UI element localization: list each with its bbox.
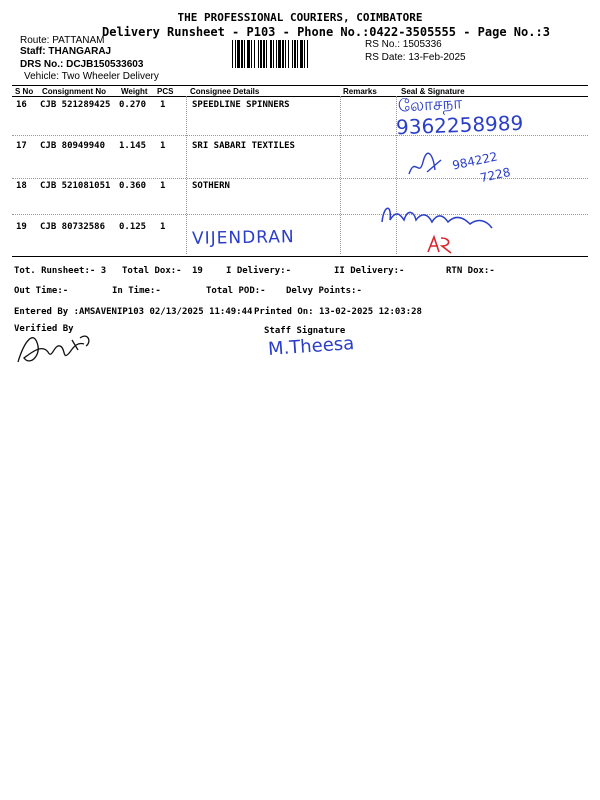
- total-dox-value: 19: [192, 266, 203, 276]
- cell-consignment: CJB 80949940: [40, 141, 106, 151]
- vehicle-label: Vehicle: Two Wheeler Delivery: [24, 71, 159, 82]
- barcode-graphic: [232, 40, 360, 68]
- out-time: Out Time:-: [14, 286, 69, 296]
- handwritten-phone-row17b: 7228: [478, 164, 512, 186]
- cursive-signature: [378, 200, 508, 234]
- col-sno: S No: [15, 87, 34, 96]
- cell-consignment: CJB 521289425: [40, 100, 111, 110]
- ii-delivery: II Delivery:-: [334, 266, 405, 276]
- scribble-signature: [405, 148, 445, 188]
- col-divider: [340, 96, 341, 254]
- rs-date: RS Date: 13-Feb-2025: [365, 52, 466, 63]
- barcode: [232, 40, 360, 68]
- staff-signature-label: Staff Signature: [264, 326, 346, 336]
- total-runsheet: Tot. Runsheet:- 3: [14, 266, 107, 276]
- verified-by-label: Verified By: [14, 324, 74, 334]
- cell-pcs: 1: [160, 100, 166, 110]
- company-title: THE PROFESSIONAL COURIERS, COIMBATORE: [177, 11, 423, 24]
- red-initials-stamp: [425, 234, 455, 260]
- cell-consignment: CJB 521081051: [40, 181, 111, 191]
- cell-consignment: CJB 80732586: [40, 222, 106, 232]
- col-consignee: Consignee Details: [190, 87, 260, 96]
- staff-signature: M.Theesa: [267, 333, 355, 360]
- cell-pcs: 1: [160, 222, 166, 232]
- cell-weight: 0.360: [119, 181, 147, 191]
- col-seal-signature: Seal & Signature: [401, 87, 465, 96]
- col-consignment: Consignment No: [42, 87, 106, 96]
- table-bottom-rule: [12, 256, 588, 257]
- cell-consignee: SRI SABARI TEXTILES: [192, 141, 295, 151]
- cell-weight: 0.125: [119, 222, 147, 232]
- printed-on: Printed On: 13-02-2025 12:03:28: [254, 307, 422, 317]
- staff-label: Staff: THANGARAJ: [20, 46, 112, 57]
- cell-consignee: SPEEDLINE SPINNERS: [192, 100, 290, 110]
- drs-label: DRS No.: DCJB150533603: [20, 59, 144, 70]
- table-header-rule: [12, 96, 588, 97]
- in-time: In Time:-: [112, 286, 161, 296]
- route-label: Route: PATTANAM: [20, 35, 105, 46]
- cell-sno: 18: [16, 181, 27, 191]
- handwritten-phone-row17a: 984222: [451, 149, 499, 173]
- col-pcs: PCS: [157, 87, 174, 96]
- verified-signature-graphic: [12, 322, 112, 372]
- col-remarks: Remarks: [343, 87, 377, 96]
- cell-weight: 0.270: [119, 100, 147, 110]
- cell-sno: 16: [16, 100, 27, 110]
- runsheet-subtitle: Delivery Runsheet - P103 - Phone No.:0422-3505555 - Page No.:3: [102, 25, 550, 39]
- total-pod: Total POD:-: [206, 286, 266, 296]
- red-initials-graphic: [425, 234, 455, 256]
- cell-sno: 19: [16, 222, 27, 232]
- rs-number: RS No.: 1505336: [365, 39, 442, 50]
- handwritten-signature-row17: [405, 148, 445, 192]
- cell-pcs: 1: [160, 181, 166, 191]
- rtn-dox: RTN Dox:-: [446, 266, 495, 276]
- handwritten-consignee-row19: VIJENDRAN: [191, 227, 295, 249]
- handwritten-name-row16: லோசநா: [397, 93, 463, 117]
- cell-consignee: SOTHERN: [192, 181, 230, 191]
- col-weight: Weight: [121, 87, 148, 96]
- cell-pcs: 1: [160, 141, 166, 151]
- handwritten-phone-row16: 9362258989: [395, 110, 524, 140]
- verified-signature: [12, 322, 112, 376]
- delvy-points: Delvy Points:-: [286, 286, 362, 296]
- total-dox-label: Total Dox:-: [122, 266, 182, 276]
- col-divider: [186, 96, 187, 254]
- cell-weight: 1.145: [119, 141, 147, 151]
- i-delivery: I Delivery:-: [226, 266, 292, 276]
- cell-sno: 17: [16, 141, 27, 151]
- entered-by: Entered By :AMSAVENIP103 02/13/2025 11:49:44: [14, 307, 253, 317]
- table-top-rule: [12, 85, 588, 86]
- handwritten-signature-row18: [378, 200, 508, 238]
